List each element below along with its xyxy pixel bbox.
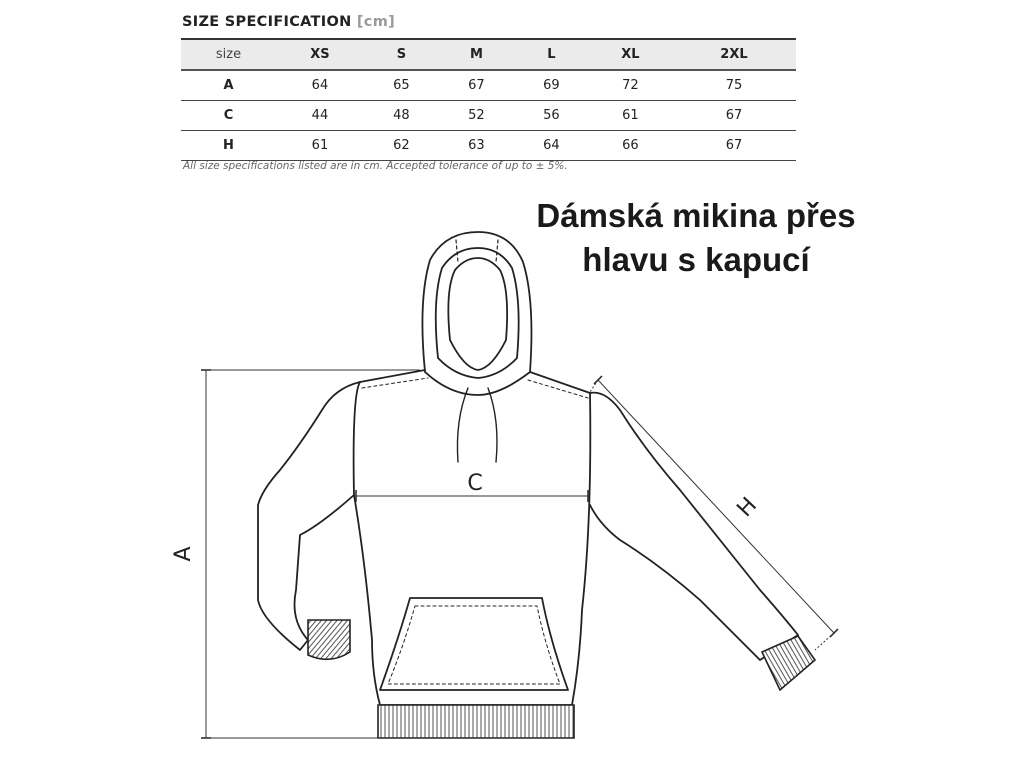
label-c: C: [467, 471, 483, 496]
tolerance-note: All size specifications listed are in cm. Accepted tolerance of up to ± 5%.: [183, 160, 568, 172]
product-title-line1: Dámská mikina přes: [536, 197, 856, 234]
header-l: L: [547, 47, 556, 62]
table-cell: 67: [468, 78, 485, 93]
header-s: S: [396, 47, 407, 62]
hoodie-body: [354, 370, 591, 705]
header-size: size: [215, 47, 242, 62]
row-label: A: [223, 78, 234, 93]
drawstring-left: [457, 388, 468, 462]
label-a: A: [171, 546, 196, 562]
drawstring-right: [488, 388, 497, 462]
label-h: H: [732, 492, 763, 523]
table-cell: 69: [543, 78, 560, 93]
table-cell: 64: [311, 78, 329, 93]
product-title-line2: hlavu s kapucí: [582, 240, 810, 278]
table-cell: 52: [468, 108, 485, 123]
header-m: M: [469, 47, 483, 62]
header-2xl: 2XL: [720, 47, 748, 62]
table-cell: 67: [725, 108, 743, 123]
row-label: C: [223, 108, 234, 123]
spec-unit: [cm]: [356, 14, 396, 30]
table-cell: 67: [725, 138, 743, 153]
table-cell: 56: [543, 108, 560, 123]
table-cell: 72: [622, 78, 639, 93]
header-xs: XS: [310, 47, 330, 62]
table-cell: 48: [393, 108, 410, 123]
table-cell: 63: [468, 138, 485, 153]
table-cell: 64: [543, 138, 560, 153]
dimension-h: [590, 376, 838, 650]
table-cell: 61: [311, 138, 329, 153]
kangaroo-pocket: [380, 598, 568, 690]
pocket-stitch: [388, 606, 560, 684]
row-label: H: [223, 138, 234, 153]
spec-title-text: SIZE SPECIFICATION: [182, 14, 352, 30]
header-xl: XL: [621, 47, 640, 62]
table-cell: 44: [311, 108, 329, 123]
table-cell: 66: [622, 138, 639, 153]
right-cuff: [762, 636, 815, 690]
waistband: [378, 705, 574, 738]
right-sleeve: [590, 393, 798, 660]
table-cell: 61: [622, 108, 639, 123]
dimension-a: [201, 370, 420, 738]
table-cell: 65: [393, 78, 410, 93]
left-sleeve: [258, 382, 360, 650]
table-cell: 75: [725, 78, 743, 93]
left-cuff: [308, 620, 350, 659]
hood-face-opening: [448, 258, 507, 370]
table-cell: 62: [393, 138, 410, 153]
